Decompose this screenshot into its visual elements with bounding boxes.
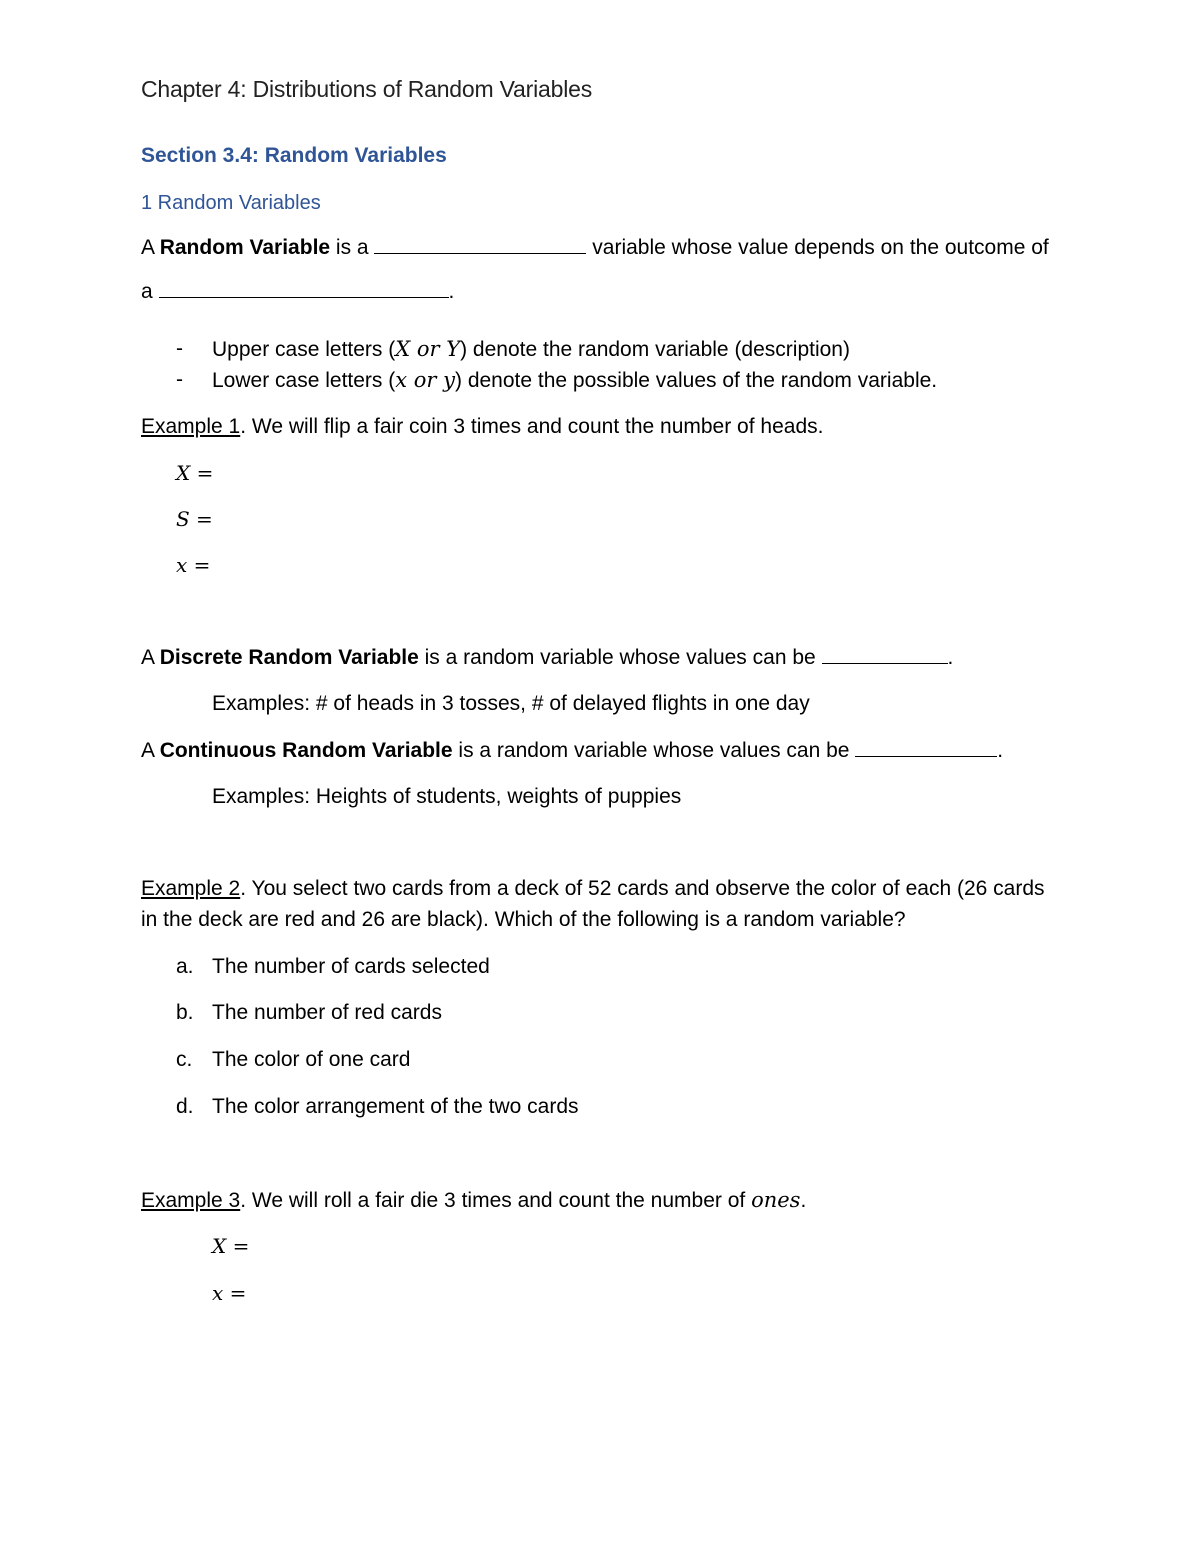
discrete-suffix: .	[947, 646, 954, 669]
example-2-line-2: in the deck are red and 26 are black). Which of the following is a random variable?	[141, 908, 906, 931]
option-text: The number of cards selected	[212, 955, 490, 978]
bullet-math: X or Y	[395, 337, 461, 361]
continuous-term: Continuous Random Variable	[159, 739, 453, 762]
bullet-math: x or y	[395, 368, 455, 392]
discrete-text: is a random variable whose values can be	[418, 646, 822, 669]
subsection-heading: 1 Random Variables	[141, 192, 321, 214]
example-italic: ones	[751, 1188, 801, 1212]
definition-line2-suffix: .	[448, 280, 455, 303]
definition-prefix: A	[141, 236, 160, 259]
option-text: The number of red cards	[212, 1001, 442, 1024]
definition-after-blank: variable whose value depends on the outcome of	[586, 236, 1049, 259]
option-letter: a.	[176, 955, 194, 978]
fill-in-blank[interactable]	[374, 234, 586, 254]
definition-line-2	[141, 278, 454, 305]
example-1	[141, 414, 823, 440]
definition-term: Random Variable	[159, 236, 331, 259]
example-2-line-1	[141, 876, 1045, 902]
equation: S =	[176, 507, 213, 531]
option-text: The color arrangement of the two cards	[212, 1095, 579, 1118]
option-letter: b.	[176, 1001, 194, 1024]
bullet-dash: -	[176, 337, 183, 360]
discrete-definition	[141, 644, 953, 671]
bullet-item	[212, 367, 937, 394]
discrete-examples: Examples: # of heads in 3 tosses, # of delayed flights in one day	[212, 692, 810, 715]
definition-line2-prefix: a	[141, 280, 159, 303]
fill-in-blank[interactable]	[159, 278, 449, 298]
equation: X =	[212, 1234, 250, 1258]
example-text: . We will roll a fair die 3 times and count the number of	[240, 1189, 752, 1212]
bullet-dash: -	[176, 368, 183, 391]
continuous-definition	[141, 737, 1003, 764]
continuous-examples: Examples: Heights of students, weights of puppies	[212, 785, 682, 808]
fill-in-blank[interactable]	[855, 737, 997, 757]
page-title: Chapter 4: Distributions of Random Variables	[141, 76, 592, 102]
bullet-item	[212, 336, 850, 363]
discrete-term: Discrete Random Variable	[159, 646, 419, 669]
discrete-prefix: A	[141, 646, 160, 669]
bullet-text-after: ) denote the random variable (description)	[460, 338, 850, 361]
example-end: .	[800, 1189, 807, 1212]
continuous-text: is a random variable whose values can be	[452, 739, 856, 762]
example-text: . We will flip a fair coin 3 times and count the number of heads.	[240, 415, 824, 438]
option-letter: d.	[176, 1095, 194, 1118]
fill-in-blank[interactable]	[822, 644, 948, 664]
bullet-text-before: Lower case letters (	[212, 369, 396, 392]
example-3	[141, 1187, 806, 1214]
definition-mid: is a	[330, 236, 375, 259]
example-label: Example 1	[141, 415, 241, 438]
equation: x =	[212, 1281, 247, 1305]
example-text: . You select two cards from a deck of 52 cards and observe the color of each (26 cards	[240, 877, 1045, 900]
option-text: The color of one card	[212, 1048, 411, 1071]
example-label: Example 2	[141, 877, 241, 900]
section-heading: Section 3.4: Random Variables	[141, 144, 447, 167]
equation: x =	[176, 553, 211, 577]
bullet-text-before: Upper case letters (	[212, 338, 396, 361]
option-letter: c.	[176, 1048, 193, 1071]
continuous-prefix: A	[141, 739, 160, 762]
bullet-text-after: ) denote the possible values of the random variable.	[455, 369, 938, 392]
definition-line-1	[141, 234, 1049, 261]
continuous-suffix: .	[997, 739, 1004, 762]
example-label: Example 3	[141, 1189, 241, 1212]
equation: X =	[176, 461, 214, 485]
